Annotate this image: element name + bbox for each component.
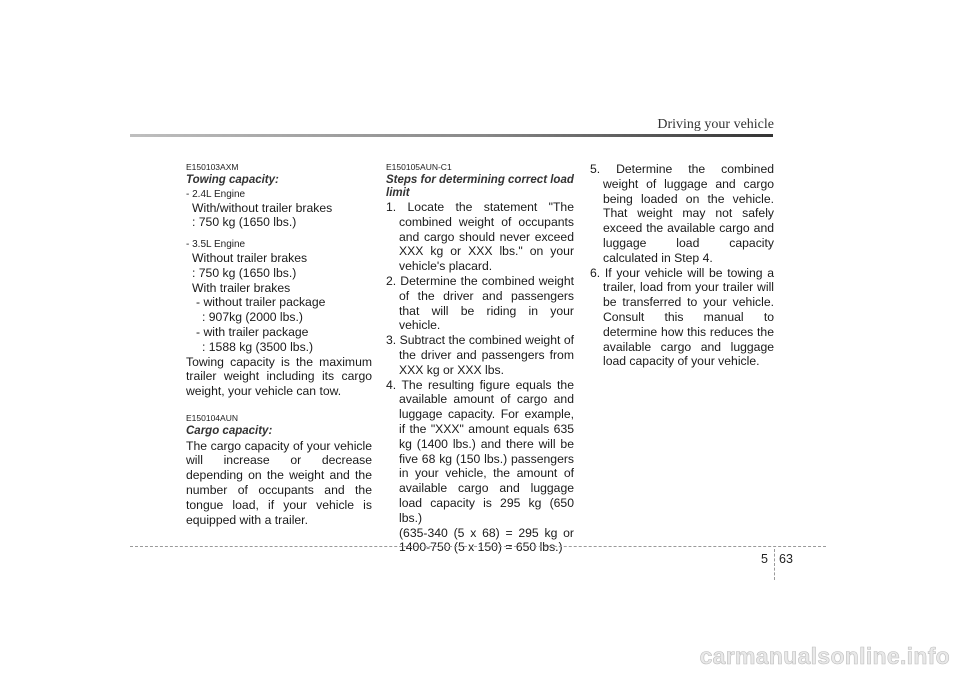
spec-line: - with trailer package (196, 325, 309, 340)
watermark: carmanualsonline.info (699, 643, 950, 669)
subheading-load-limit: Steps for determining correct load limit (386, 174, 574, 199)
list-item: 6. If your vehicle will be towing a trailer, load from your trailer will be transferred to your vehicle. Consult this manual to determine how this reduces the available cargo and luggage load capacity of your vehicle. (590, 265, 774, 369)
subheading-towing-capacity: Towing capacity: (186, 174, 279, 186)
list-item: 4. The resulting figure equals the available amount of cargo and luggage capacity. For example, if the "XXX" amount equals 635 kg (1400 lbs.) and there will be five 68 kg (150 lbs.) passengers in your vehicle, the amount of available cargo and luggage load capacity is 295 kg (650 lbs.) (386, 377, 574, 525)
list-item: 2. Determine the combined weight of the driver and passengers that will be riding in your vehicle. (386, 273, 574, 333)
page-number: 63 (779, 552, 793, 566)
spec-line: : 907kg (2000 lbs.) (202, 310, 303, 325)
section-number: 5 (761, 552, 768, 566)
list-item: 3. Subtract the combined weight of the driver and passengers from XXX kg or XXX lbs. (386, 333, 574, 377)
section-code: E150105AUN-C1 (386, 162, 452, 172)
list-item: 1. Locate the statement "The combined weight of occupants and cargo should never exceed XXX kg or XXX lbs." on your vehicle's placard. (386, 200, 574, 274)
section-code: E150103AXM (186, 162, 239, 172)
spec-line: With trailer brakes (192, 280, 291, 295)
header-rule (130, 134, 773, 137)
spec-line: : 750 kg (1650 lbs.) (192, 215, 297, 230)
spec-line: With/without trailer brakes (192, 200, 333, 215)
page-number-separator (774, 549, 775, 580)
paragraph-towing: Towing capacity is the maximum trailer weight including its cargo weight, your vehicle can tow. (186, 354, 372, 399)
column-middle (386, 162, 574, 555)
footer-rule (130, 546, 826, 547)
engine-label-3-5l: - 3.5L Engine (186, 239, 246, 251)
engine-label-2-4l: - 2.4L Engine (186, 188, 246, 200)
section-code: E150104AUN (186, 413, 238, 424)
spec-line: Without trailer brakes (192, 251, 308, 266)
column-left (186, 162, 372, 527)
running-header: Driving your vehicle (657, 117, 774, 132)
spec-line: - without trailer package (196, 295, 326, 310)
column-right (590, 162, 774, 369)
calculation-example: (635-340 (5 x 68) = 295 kg or 1400-750 (5 x 150) = 650 lbs.) (399, 525, 574, 555)
paragraph-cargo: The cargo capacity of your vehicle will increase or decrease depending on the weight and the number of occupants and the tongue load, if your vehicle is equipped with a trailer. (186, 438, 372, 527)
subheading-cargo-capacity: Cargo capacity: (186, 425, 273, 438)
spec-line: : 1588 kg (3500 lbs.) (202, 339, 314, 354)
spec-line: : 750 kg (1650 lbs.) (192, 265, 297, 280)
list-item: 5. Determine the combined weight of luggage and cargo being loaded on the vehicle. That weight may not safely exceed the available cargo and luggage load capacity calculated in Step 4. (590, 162, 774, 265)
